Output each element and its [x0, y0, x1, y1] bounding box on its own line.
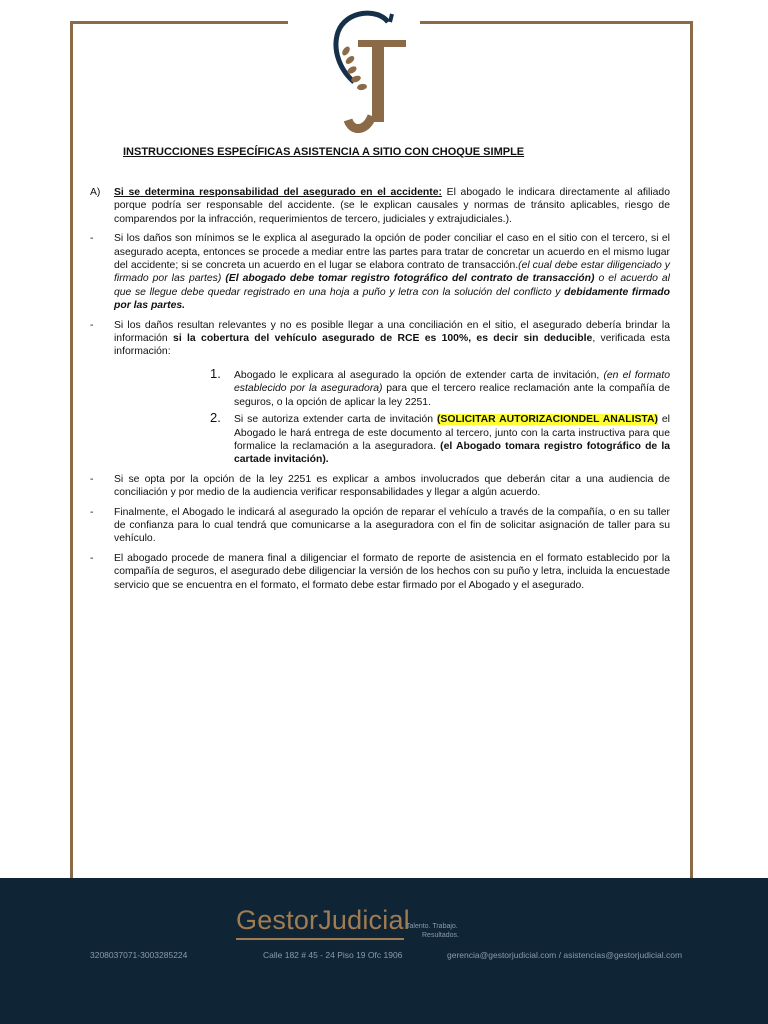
item-marker: -: [90, 552, 94, 564]
list-item: - Si se opta por la opción de la ley 2251 es explicar a ambos involucrados que deberán citar a una audiencia de conciliación y por medio de la audiencia verificar responsabilidades y llegar a algún acuerdo.: [90, 473, 670, 499]
footer-tagline: Talento. Trabajo. Resultados.: [406, 923, 459, 939]
item-number: 2.: [210, 410, 221, 426]
document-body: [90, 186, 670, 598]
item-marker: -: [90, 473, 94, 485]
item-marker: -: [90, 319, 94, 331]
footer-emails: gerencia@gestorjudicial.com / asistencias@gestorjudicial.com: [447, 950, 683, 960]
footer-address: Calle 182 # 45 - 24 Piso 19 Ofc 1906: [263, 950, 403, 960]
list-item: - El abogado procede de manera final a diligenciar el formato de reporte de asistencia en el formato establecido por la compañía de seguros, el asegurado debe diligenciar la versión de los hechos con su puño y letra, incluida la encuestade servicio que se encuentra en el formato, el formato debe estar firmado por el Abogado y el asegurado.: [90, 552, 670, 591]
numbered-list: [114, 365, 671, 467]
frame-left-border: [70, 21, 73, 881]
frame-top-right-border: [420, 21, 693, 24]
footer-brand: GestorJudicial: [236, 905, 410, 935]
list-item: - Finalmente, el Abogado le indicará al asegurado la opción de reparar el vehículo a través de la compañía, o en su taller de confianza para lo cual tendrá que comunicarse a la aseguradora con el fin de solicitar asignación de taller para su vehículo.: [90, 506, 670, 545]
item-marker: -: [90, 506, 94, 518]
item-number: 1.: [210, 365, 221, 381]
brand-underline: [236, 938, 404, 940]
numbered-item: 2. Si se autoriza extender carta de invitación (SOLICITAR AUTORIZACIONDEL ANALISTA) el Abogado le hará entrega de este documento al tercero, junto con la carta instructiva para que formalice la reclamación a la aseguradora. (el Abogado tomara registro fotográfico de la cartade invitación).: [210, 410, 670, 466]
footer-phones: 3208037071-3003285224: [90, 950, 188, 960]
list-item: - Si los daños resultan relevantes y no es posible llegar a una conciliación en el sitio, el asegurado debería brindar la información si la cobertura del vehículo asegurado de RCE es 100%, es decir sin deducible, verificada esta información: 1. Abogado le explicara al asegurado la opción de extender carta de invitación, (en el formato establecido por la aseguradora) para que el tercero realice reclamación ante la compañía de seguros, o la opción de aplicar la ley 2251. 2. Si se autoriza extender carta de invitación (SOLICITAR AUTORIZACIONDEL ANALISTA) el Abogado le hará entrega de este documento al tercero, junto con la carta instructiva para que formalice la reclamación a la aseguradora. (el Abogado tomara registro fotográfico de la cartade invitación).: [90, 319, 671, 466]
list-item: - Si los daños son mínimos se le explica al asegurado la opción de poder conciliar el caso en el sitio con el tercero, si el asegurado acepta, entonces se procede a mediar entre las partes para tratar de concretar un acuerdo en el mismo lugar del accidente; si se concreta un acuerdo en el lugar se elabora contrato de transacción.(el cual debe estar diligenciado y firmado por las partes) (El abogado debe tomar registro fotográfico del contrato de transacción) o el acuerdo al que se llegue debe quedar registrado en una hoja a puño y letra con la solución del conflicto y debidamente firmado por las partes.: [90, 233, 670, 312]
item-marker: A): [90, 187, 101, 198]
frame-right-border: [690, 21, 693, 881]
document-title: INSTRUCCIONES ESPECÍFICAS ASISTENCIA A SITIO CON CHOQUE SIMPLE: [123, 146, 525, 158]
item-marker: -: [90, 233, 94, 245]
list-item: A) Si se determina responsabilidad del asegurado en el accidente: El abogado le indicara directamente al afiliado porque podría ser responsable del accidente. (se le explican causales y normas de tránsito aplicables, riesgo de comparendos por la infracción, requerimientos de tercero, judiciales y extrajudiciales.).: [90, 187, 670, 225]
highlighted-text: (SOLICITAR AUTORIZACIONDEL ANALISTA): [436, 414, 658, 426]
numbered-item: 1. Abogado le explicara al asegurado la opción de extender carta de invitación, (en el formato establecido por la aseguradora) para que el tercero realice reclamación ante la compañía de seguros, o la opción de aplicar la ley 2251.: [210, 365, 671, 408]
gj-monogram-logo: [326, 4, 422, 136]
frame-top-left-border: [70, 21, 288, 24]
